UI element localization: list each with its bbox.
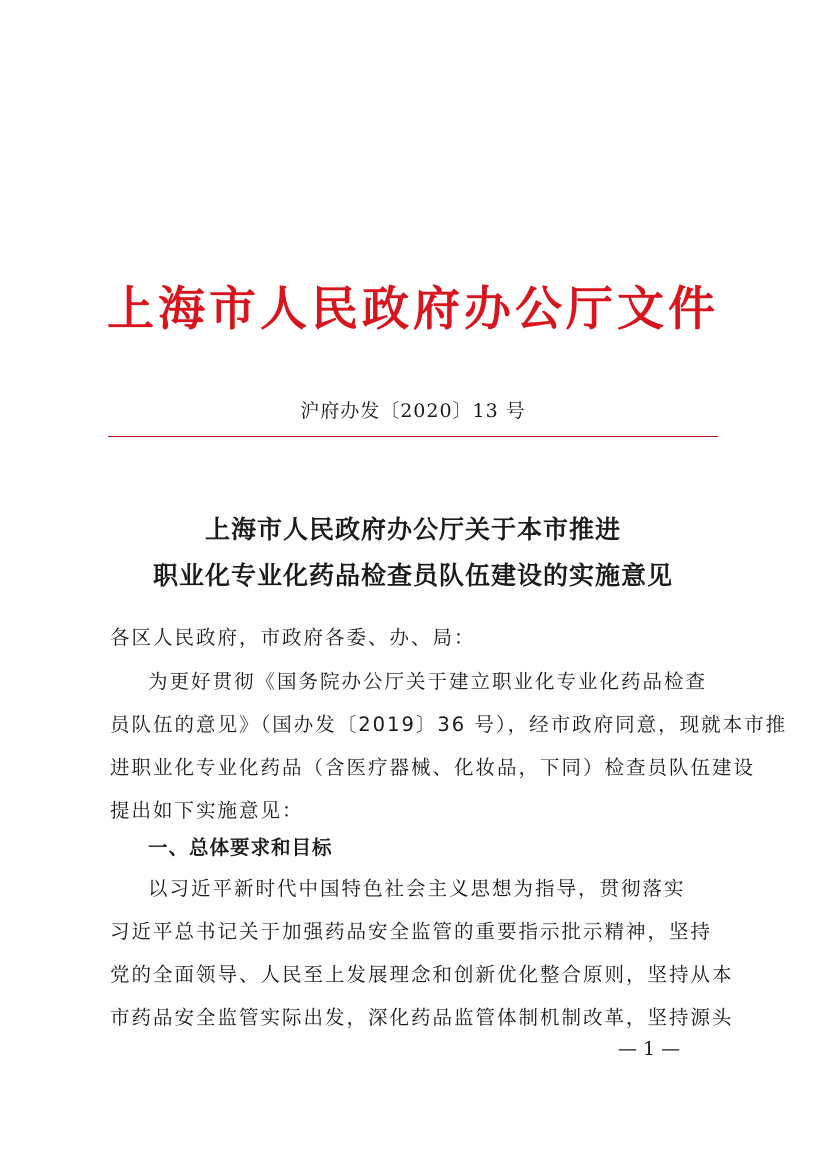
paragraph-1-line-1: 为更好贯彻《国务院办公厅关于建立职业化专业化药品检查 bbox=[148, 670, 708, 693]
section-1-heading: 一、总体要求和目标 bbox=[148, 836, 333, 859]
page-number: — 1 — bbox=[618, 1038, 681, 1060]
paragraph-2-line-1: 以习近平新时代中国特色社会主义思想为指导，贯彻落实 bbox=[148, 877, 686, 900]
paragraph-1-line-3: 进职业化专业化药品（含医疗器械、化妆品，下同）检查员队伍建设 bbox=[110, 756, 756, 779]
paragraph-1-line-4: 提出如下实施意见： bbox=[110, 799, 304, 822]
paragraph-2-line-3: 党的全面领导、人民至上发展理念和创新优化整合原则，坚持从本 bbox=[110, 963, 734, 986]
document-title-line-1: 上海市人民政府办公厅关于本市推进 bbox=[204, 515, 621, 544]
paragraph-2-line-2: 习近平总书记关于加强药品安全监管的重要指示批示精神，坚持 bbox=[110, 920, 713, 943]
addressee-line: 各区人民政府，市政府各委、办、局： bbox=[110, 626, 476, 649]
header-divider bbox=[108, 436, 718, 437]
document-number: 沪府办发〔2020〕13 号 bbox=[300, 400, 526, 422]
paragraph-2-line-4: 市药品安全监管实际出发，深化药品监管体制机制改革，坚持源头 bbox=[110, 1006, 734, 1029]
issuing-authority-header: 上海市人民政府办公厅文件 bbox=[107, 282, 719, 337]
document-title-line-2: 职业化专业化药品检查员队伍建设的实施意见 bbox=[152, 561, 673, 590]
paragraph-1-line-2: 员队伍的意见》（国办发〔2019〕36 号），经市政府同意，现就本市推 bbox=[110, 713, 788, 736]
